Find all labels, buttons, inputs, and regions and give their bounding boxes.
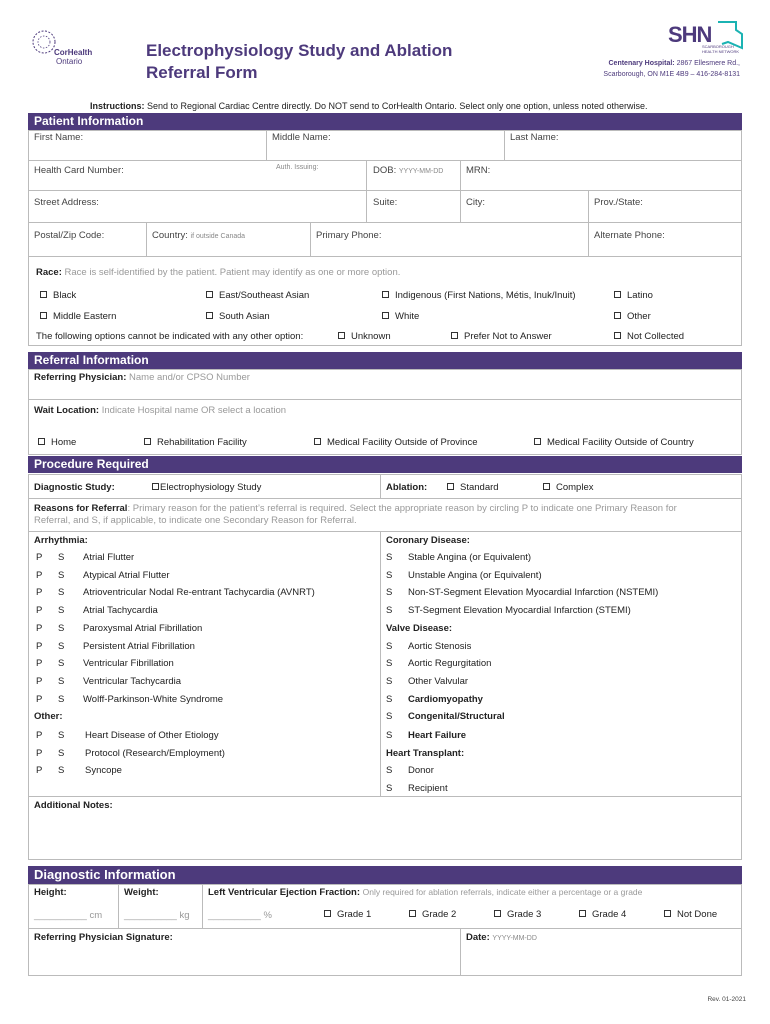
race-option-label: Indigenous (First Nations, Métis, Inuk/Inuit): [395, 290, 576, 301]
revision-label: Rev. 01-2021: [707, 996, 746, 1003]
race-option-black[interactable]: [40, 290, 76, 301]
grade-label: Grade 1: [337, 909, 372, 920]
ablation-complex[interactable]: [543, 482, 594, 493]
ontario-logo-text: Ontario: [56, 57, 83, 66]
secondary-marker[interactable]: S: [58, 570, 65, 581]
primary-marker[interactable]: P: [36, 765, 43, 776]
race-option-latino[interactable]: [614, 290, 653, 301]
race-option-label: White: [395, 311, 420, 322]
race-option-middle-eastern[interactable]: [40, 311, 116, 322]
form-title-line1: Electrophysiology Study and Ablation: [146, 41, 453, 60]
coronary-reason: Non-ST-Segment Elevation Myocardial Infarction (NSTEMI): [408, 587, 659, 598]
not-done-option[interactable]: [664, 909, 717, 920]
primary-marker[interactable]: P: [36, 748, 43, 759]
primary-phone-field[interactable]: Primary Phone:: [316, 230, 382, 241]
secondary-marker[interactable]: S: [386, 641, 393, 652]
valve-reason: Aortic Regurgitation: [408, 658, 492, 669]
checkbox[interactable]: [152, 483, 159, 490]
grade-label: Not Done: [677, 909, 718, 920]
wait-location-hint: Indicate Hospital name OR select a location: [101, 405, 287, 416]
race-option-label: Unknown: [351, 331, 391, 342]
arrhythmia-reason: Ventricular Tachycardia: [83, 676, 182, 687]
diagnostic-study-label: Diagnostic Study:: [34, 482, 115, 493]
reasons-instructions: [34, 503, 734, 527]
arrhythmia-reason: Atrioventricular Nodal Re-entrant Tachycardia (AVNRT): [83, 587, 315, 598]
arrhythmia-reason: Wolff-Parkinson-White Syndrome: [83, 694, 224, 705]
shn-logo-subtext: SCARBOROUGH HEALTH NETWORK: [702, 44, 740, 54]
health-card-field[interactable]: Health Card Number:: [34, 165, 124, 176]
primary-marker[interactable]: P: [36, 570, 43, 581]
reasons-text-2: Referral, and S, if applicable, to indicate one Secondary Reason for Referral.: [34, 515, 357, 526]
race-option-other[interactable]: [614, 311, 651, 322]
checkbox[interactable]: [40, 291, 47, 298]
date-hint: YYYY-MM-DD: [492, 935, 537, 942]
arrhythmia-reason: Atrial Flutter: [83, 552, 135, 563]
primary-marker[interactable]: P: [36, 605, 43, 616]
hospital-address-line1: 2867 Ellesmere Rd.,: [676, 60, 740, 67]
suite-field[interactable]: Suite:: [373, 197, 398, 208]
checkbox[interactable]: [543, 483, 550, 490]
grade-3-option[interactable]: [494, 909, 541, 920]
checkbox[interactable]: [38, 438, 45, 445]
secondary-marker[interactable]: S: [386, 765, 393, 776]
hospital-address-line2: Scarborough, ON M1E 4B9 – 416-284-8131: [603, 71, 740, 78]
reasons-text-1: : Primary reason for the patient’s referral is required. Select the appropriate reason by circling P to indicate one Primary Reason for: [127, 503, 677, 514]
dob-label: DOB:: [373, 165, 397, 176]
street-address-field[interactable]: Street Address:: [34, 197, 99, 208]
country-label: Country:: [152, 230, 188, 241]
ablation-option-label: Complex: [556, 482, 594, 493]
condition-reason: Cardiomyopathy: [408, 694, 483, 705]
checkbox[interactable]: [144, 438, 151, 445]
race-option-label: Latino: [627, 290, 653, 301]
checkbox[interactable]: [579, 910, 586, 917]
checkbox[interactable]: [314, 438, 321, 445]
primary-marker[interactable]: P: [36, 694, 43, 705]
checkbox[interactable]: [382, 312, 389, 319]
race-option-white[interactable]: [382, 311, 419, 322]
location-rehab[interactable]: [144, 437, 247, 448]
race-instructions: [36, 267, 400, 278]
instructions-text: Send to Regional Cardiac Centre directly. Do NOT send to CorHealth Ontario. Select only one option, unless noted otherwise.: [147, 101, 648, 111]
referring-physician-hint: Name and/or CPSO Number: [129, 372, 250, 383]
date-field[interactable]: [466, 932, 537, 943]
race-option-prefer-not[interactable]: [451, 331, 552, 342]
lvef-hint: Only required for ablation referrals, indicate either a percentage or a grade: [362, 887, 643, 897]
arrhythmia-reason: Ventricular Fibrillation: [83, 658, 174, 669]
mrn-field[interactable]: MRN:: [466, 165, 491, 176]
valve-label: Valve Disease:: [386, 623, 453, 634]
other-label: Other:: [34, 711, 63, 722]
secondary-marker[interactable]: S: [386, 570, 393, 581]
race-label: Race:: [36, 267, 62, 278]
grade-4-option[interactable]: [579, 909, 626, 920]
secondary-marker[interactable]: S: [386, 605, 393, 616]
checkbox[interactable]: [494, 910, 501, 917]
secondary-marker[interactable]: S: [58, 765, 65, 776]
location-home[interactable]: [38, 437, 76, 448]
lvef-label: Left Ventricular Ejection Fraction:: [208, 887, 361, 898]
race-option-label: South Asian: [219, 311, 270, 322]
referring-physician-label: Referring Physician:: [34, 372, 127, 383]
transplant-reason: Donor: [408, 765, 434, 776]
checkbox[interactable]: [338, 332, 345, 339]
checkbox[interactable]: [409, 910, 416, 917]
grade-label: Grade 3: [507, 909, 542, 920]
lvef-input[interactable]: __________ %: [208, 910, 272, 921]
transplant-label: Heart Transplant:: [386, 748, 465, 759]
coronary-reason: Unstable Angina (or Equivalent): [408, 570, 542, 581]
secondary-marker[interactable]: S: [58, 605, 65, 616]
location-label: Medical Facility Outside of Province: [327, 437, 478, 448]
checkbox[interactable]: [614, 312, 621, 319]
secondary-marker[interactable]: S: [58, 587, 65, 598]
other-reason: Protocol (Research/Employment): [85, 748, 225, 759]
secondary-marker[interactable]: S: [58, 658, 65, 669]
secondary-marker[interactable]: S: [386, 552, 393, 563]
weight-label: Weight:: [124, 887, 159, 898]
checkbox[interactable]: [664, 910, 671, 917]
race-option-east-asian[interactable]: [206, 290, 309, 301]
primary-marker[interactable]: P: [36, 623, 43, 634]
checkbox[interactable]: [206, 312, 213, 319]
secondary-marker[interactable]: S: [386, 730, 393, 741]
ablation-label: Ablation:: [386, 482, 428, 493]
first-name-field[interactable]: First Name:: [34, 132, 84, 143]
dob-hint: YYYY-MM-DD: [398, 168, 444, 175]
postal-code-field[interactable]: Postal/Zip Code:: [34, 230, 105, 241]
grade-1-option[interactable]: [324, 909, 371, 920]
ablation-option-label: Standard: [460, 482, 499, 493]
primary-marker[interactable]: P: [36, 676, 43, 687]
arrhythmia-label: Arrhythmia:: [34, 535, 88, 546]
secondary-marker[interactable]: S: [58, 748, 65, 759]
secondary-marker[interactable]: S: [58, 552, 65, 563]
race-option-label: Black: [53, 290, 77, 301]
checkbox[interactable]: [451, 332, 458, 339]
country-field[interactable]: [152, 230, 245, 241]
secondary-marker[interactable]: S: [58, 641, 65, 652]
referring-physician-field[interactable]: [34, 372, 250, 383]
checkbox[interactable]: [324, 910, 331, 917]
grade-label: Grade 4: [592, 909, 627, 920]
form-title-line2: Referral Form: [146, 63, 258, 82]
arrhythmia-reason: Atypical Atrial Flutter: [83, 570, 170, 581]
checkbox[interactable]: [206, 291, 213, 298]
arrhythmia-reason: Persistent Atrial Fibrillation: [83, 641, 195, 652]
alternate-phone-field[interactable]: Alternate Phone:: [594, 230, 665, 241]
city-field[interactable]: City:: [466, 197, 485, 208]
race-option-label: Prefer Not to Answer: [464, 331, 552, 342]
secondary-marker[interactable]: S: [386, 783, 393, 794]
middle-name-field[interactable]: Middle Name:: [272, 132, 331, 143]
additional-notes-field[interactable]: Additional Notes:: [34, 800, 113, 811]
grade-2-option[interactable]: [409, 909, 456, 920]
primary-marker[interactable]: P: [36, 730, 43, 741]
secondary-marker[interactable]: S: [386, 694, 393, 705]
secondary-marker[interactable]: S: [386, 676, 393, 687]
auth-issuing-field[interactable]: Auth. Issuing:: [276, 164, 319, 171]
shn-logo-text: SHN: [668, 22, 712, 47]
race-option-south-asian[interactable]: [206, 311, 270, 322]
checkbox[interactable]: [447, 483, 454, 490]
instructions-label: Instructions:: [90, 101, 145, 111]
race-option-label: East/Southeast Asian: [219, 290, 310, 301]
country-hint: if outside Canada: [190, 233, 246, 240]
hospital-name: Centenary Hospital:: [608, 60, 675, 67]
date-label: Date:: [466, 932, 490, 943]
checkbox[interactable]: [534, 438, 541, 445]
form-title: [146, 40, 452, 84]
grade-label: Grade 2: [422, 909, 457, 920]
height-label: Height:: [34, 887, 67, 898]
location-outside-province[interactable]: [314, 437, 477, 448]
diag-option-ep-study[interactable]: [152, 482, 261, 493]
race-option-label: Middle Eastern: [53, 311, 117, 322]
lvef-instructions: [208, 887, 642, 898]
race-option-label: Not Collected: [627, 331, 685, 342]
secondary-marker[interactable]: S: [58, 730, 65, 741]
secondary-marker[interactable]: S: [58, 676, 65, 687]
race-option-not-collected[interactable]: [614, 331, 684, 342]
checkbox[interactable]: [614, 332, 621, 339]
race-option-unknown[interactable]: [338, 331, 391, 342]
race-option-indigenous[interactable]: [382, 290, 576, 301]
signature-field[interactable]: Referring Physician Signature:: [34, 932, 173, 943]
race-text: Race is self-identified by the patient. Patient may identify as one or more option.: [64, 267, 401, 278]
secondary-marker[interactable]: S: [386, 711, 393, 722]
arrhythmia-reason: Atrial Tachycardia: [83, 605, 158, 616]
ablation-standard[interactable]: [447, 482, 499, 493]
height-input[interactable]: __________ cm: [34, 910, 103, 921]
coronary-reason: Stable Angina (or Equivalent): [408, 552, 532, 563]
reasons-label: Reasons for Referral: [34, 503, 128, 514]
location-label: Rehabilitation Facility: [157, 437, 247, 448]
exclusive-options-text: The following options cannot be indicated with any other option:: [36, 331, 304, 342]
checkbox[interactable]: [40, 312, 47, 319]
transplant-reason: Recipient: [408, 783, 448, 794]
instructions: [90, 101, 647, 111]
location-outside-country[interactable]: [534, 437, 694, 448]
secondary-marker[interactable]: S: [58, 623, 65, 634]
race-option-label: Other: [627, 311, 651, 322]
wait-location-label: Wait Location:: [34, 405, 100, 416]
location-label: Home: [51, 437, 77, 448]
location-label: Medical Facility Outside of Country: [547, 437, 694, 448]
primary-marker[interactable]: P: [36, 552, 43, 563]
primary-marker[interactable]: P: [36, 658, 43, 669]
patient-info-heading: Patient Information: [28, 113, 742, 130]
wait-location-field[interactable]: [34, 405, 286, 416]
secondary-marker[interactable]: S: [386, 658, 393, 669]
last-name-field[interactable]: Last Name:: [510, 132, 559, 143]
other-reason: Heart Disease of Other Etiology: [85, 730, 219, 741]
province-field[interactable]: Prov./State:: [594, 197, 643, 208]
arrhythmia-reason: Paroxysmal Atrial Fibrillation: [83, 623, 203, 634]
coronary-label: Coronary Disease:: [386, 535, 470, 546]
dob-field[interactable]: [373, 165, 443, 176]
diagnostic-info-heading: Diagnostic Information: [28, 866, 742, 884]
other-reason: Syncope: [85, 765, 122, 776]
weight-input[interactable]: __________ kg: [124, 910, 190, 921]
condition-reason: Congenital/Structural: [408, 711, 505, 722]
checkbox[interactable]: [382, 291, 389, 298]
coronary-reason: ST-Segment Elevation Myocardial Infarction (STEMI): [408, 605, 631, 616]
primary-marker[interactable]: P: [36, 641, 43, 652]
secondary-marker[interactable]: S: [58, 694, 65, 705]
primary-marker[interactable]: P: [36, 587, 43, 598]
valve-reason: Aortic Stenosis: [408, 641, 472, 652]
hospital-address: [603, 58, 740, 80]
checkbox[interactable]: [614, 291, 621, 298]
diag-option-label: Electrophysiology Study: [160, 482, 262, 493]
condition-reason: Heart Failure: [408, 730, 467, 741]
valve-reason: Other Valvular: [408, 676, 469, 687]
corhealth-logo-text: CorHealth: [54, 48, 93, 57]
procedure-heading: Procedure Required: [28, 456, 742, 473]
secondary-marker[interactable]: S: [386, 587, 393, 598]
referral-info-heading: Referral Information: [28, 352, 742, 369]
